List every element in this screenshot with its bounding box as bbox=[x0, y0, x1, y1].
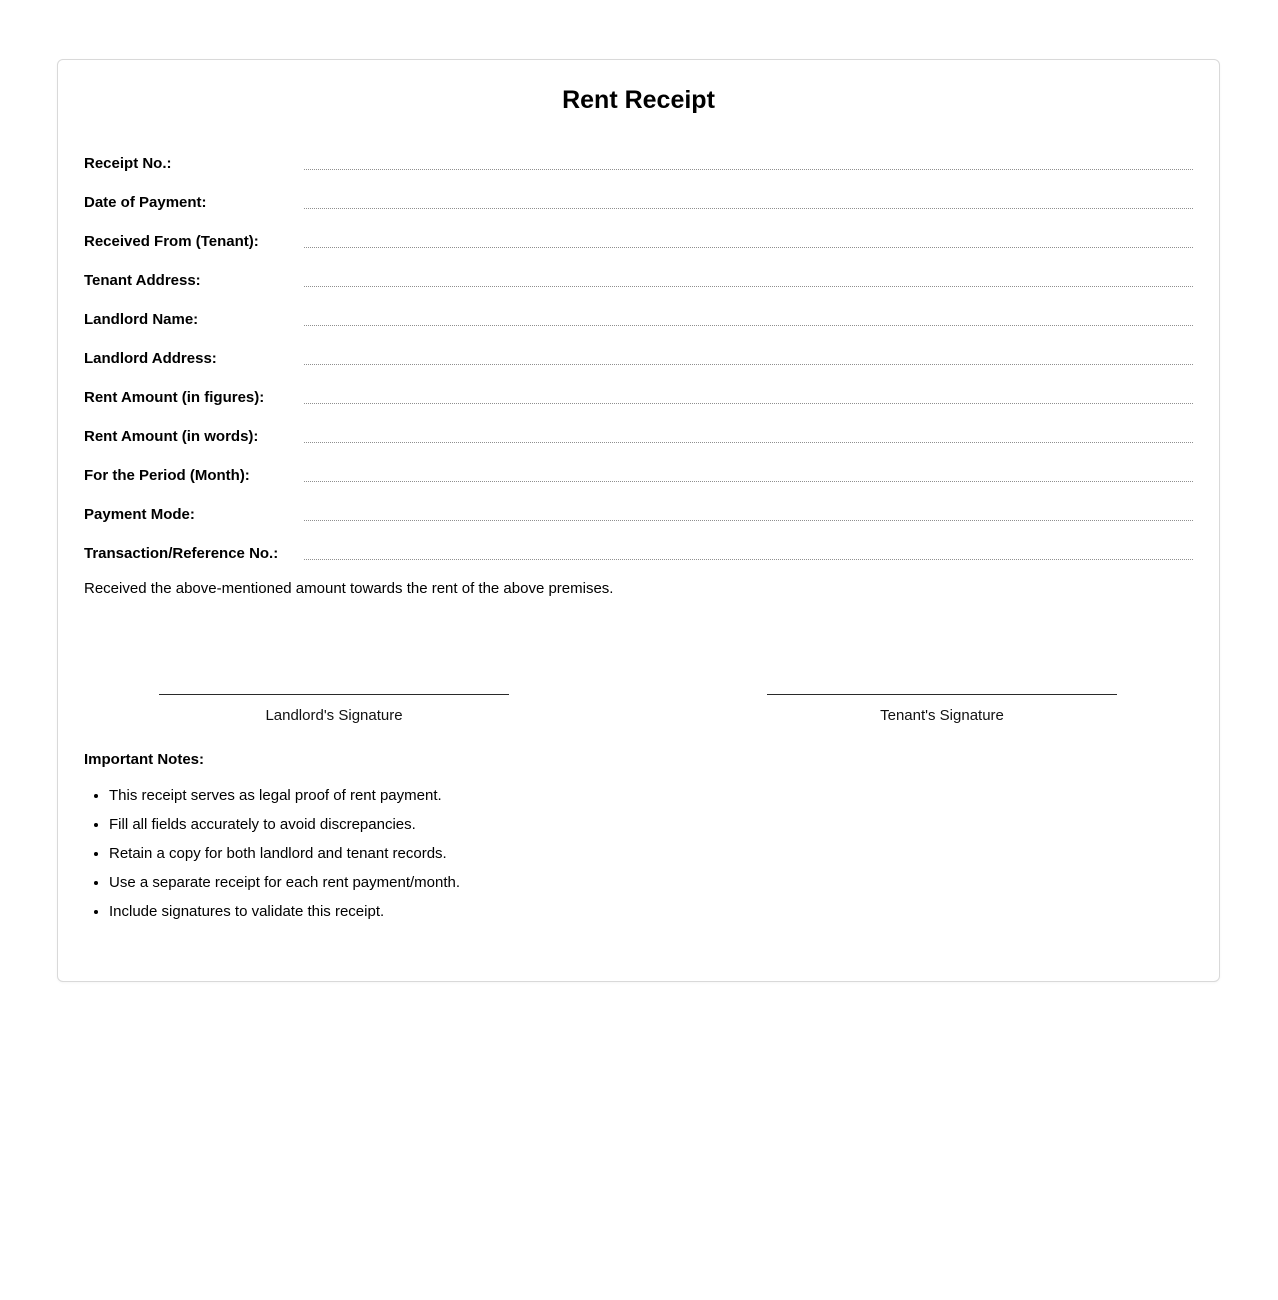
tenant-signature-block bbox=[767, 694, 1117, 725]
field-label: Landlord Name: bbox=[84, 311, 199, 328]
rent-receipt-card bbox=[57, 59, 1220, 982]
note-item: • Include signatures to validate this receipt. bbox=[109, 903, 1193, 921]
receipt-statement: Received the above-mentioned amount towards the rent of the above premises. bbox=[84, 580, 614, 597]
landlord-signature-label: Landlord's Signature bbox=[265, 707, 403, 724]
field-row-receipt-no bbox=[84, 151, 1193, 173]
field-row-rent-amount-figures bbox=[84, 385, 1193, 407]
field-blank-line bbox=[304, 442, 1193, 443]
field-row-payment-mode bbox=[84, 502, 1193, 524]
field-label: Transaction/Reference No.: bbox=[84, 545, 279, 562]
tenant-signature-line bbox=[767, 694, 1117, 695]
field-row-period-month bbox=[84, 463, 1193, 485]
field-label: Receipt No.: bbox=[84, 155, 172, 172]
signatures-section bbox=[84, 694, 1193, 725]
tenant-signature-label: Tenant's Signature bbox=[880, 707, 1004, 724]
field-row-landlord-address bbox=[84, 346, 1193, 368]
field-blank-line bbox=[304, 325, 1193, 326]
field-label: Rent Amount (in figures): bbox=[84, 389, 265, 406]
field-blank-line bbox=[304, 520, 1193, 521]
field-label: Payment Mode: bbox=[84, 506, 195, 523]
note-item: • This receipt serves as legal proof of rent payment. bbox=[109, 787, 1193, 805]
landlord-signature-line bbox=[159, 694, 509, 695]
field-blank-line bbox=[304, 169, 1193, 170]
note-item: • Retain a copy for both landlord and tenant records. bbox=[109, 845, 1193, 863]
field-blank-line bbox=[304, 286, 1193, 287]
field-row-date-of-payment bbox=[84, 190, 1193, 212]
field-label: Tenant Address: bbox=[84, 272, 201, 289]
field-blank-line bbox=[304, 208, 1193, 209]
important-notes-heading: Important Notes: bbox=[84, 751, 204, 768]
field-label: For the Period (Month): bbox=[84, 467, 250, 484]
important-notes-list bbox=[84, 787, 1193, 921]
field-label: Received From (Tenant): bbox=[84, 233, 259, 250]
field-row-rent-amount-words bbox=[84, 424, 1193, 446]
note-item: • Fill all fields accurately to avoid discrepancies. bbox=[109, 816, 1193, 834]
field-row-transaction-reference-no bbox=[84, 541, 1193, 563]
field-blank-line bbox=[304, 403, 1193, 404]
field-row-tenant-address bbox=[84, 268, 1193, 290]
field-blank-line bbox=[304, 364, 1193, 365]
field-blank-line bbox=[304, 481, 1193, 482]
field-blank-line bbox=[304, 559, 1193, 560]
fields-section bbox=[84, 151, 1193, 563]
field-label: Date of Payment: bbox=[84, 194, 207, 211]
field-label: Rent Amount (in words): bbox=[84, 428, 259, 445]
page-title: Rent Receipt bbox=[562, 86, 715, 114]
field-row-received-from-tenant bbox=[84, 229, 1193, 251]
field-label: Landlord Address: bbox=[84, 350, 217, 367]
field-row-landlord-name bbox=[84, 307, 1193, 329]
field-blank-line bbox=[304, 247, 1193, 248]
note-item: • Use a separate receipt for each rent payment/month. bbox=[109, 874, 1193, 892]
landlord-signature-block bbox=[159, 694, 509, 725]
